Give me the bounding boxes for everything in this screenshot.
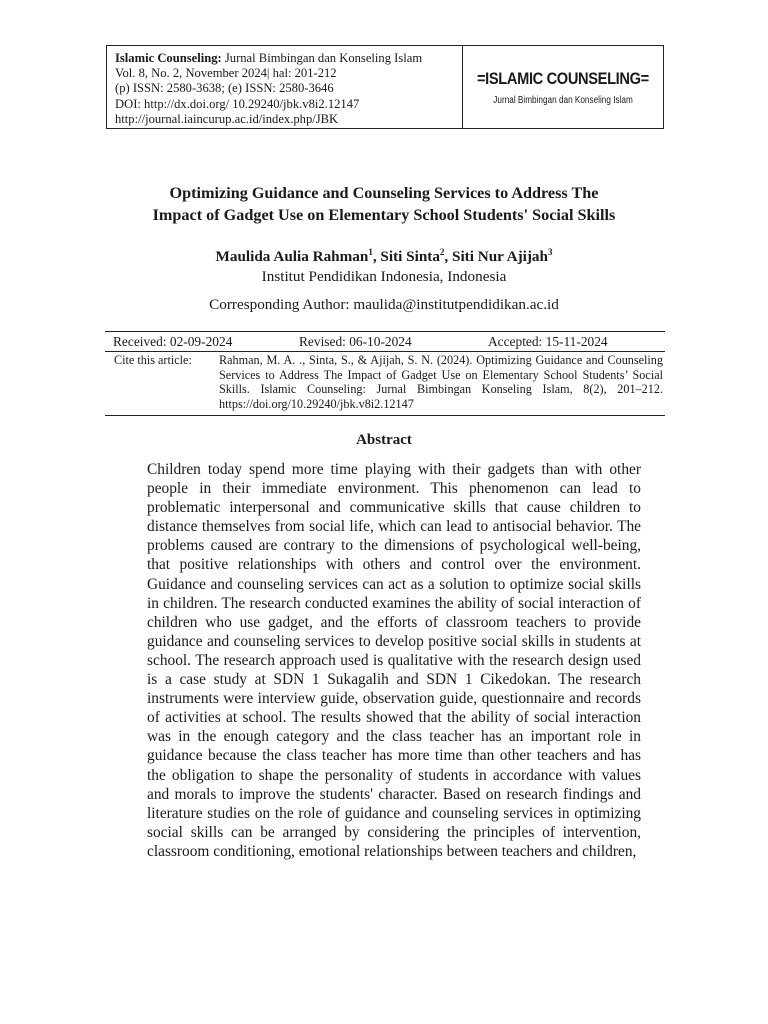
article-dates [105, 331, 665, 352]
author-name: Siti Nur Ajijah [452, 248, 548, 266]
title-line-2: Impact of Gadget Use on Elementary School Students' Social Skills [152, 206, 616, 224]
journal-name-line [115, 51, 462, 66]
article-title [90, 182, 678, 226]
accepted-date: Accepted: 15-11-2024 [488, 334, 608, 349]
author-separator: , [444, 248, 453, 266]
citation-label: Cite this article: [114, 353, 192, 367]
journal-logo [463, 46, 663, 128]
citation-text: Rahman, M. A. ., Sinta, S., & Ajijah, S. N. (2024). Optimizing Guidance and Counseling Services to Address The Impact of Gadget Use on Elementary School Students’ Social Skills. Islamic Counseling: Jurnal Bimbingan Konseling Islam, 8(2), 201–212. https://doi.org/10.29240/jbk.v8i2.12147 [219, 353, 663, 411]
revised-date: Revised: 06-10-2024 [299, 334, 412, 349]
title-line-1: Optimizing Guidance and Counseling Services to Address The [169, 184, 599, 202]
issn-line: (p) ISSN: 2580-3638; (e) ISSN: 2580-3646 [115, 81, 334, 96]
doi-line[interactable]: DOI: http://dx.doi.org/ 10.29240/jbk.v8i2.12147 [115, 96, 360, 111]
author-affil-marker: 2 [439, 247, 445, 257]
volume-line: Vol. 8, No. 2, November 2024| hal: 201-212 [115, 66, 337, 81]
logo-title: =ISLAMIC COUNSELING= [477, 68, 650, 88]
citation-block [105, 351, 665, 416]
abstract-text: Children today spend more time playing with their gadgets than with other people in their immediate environment. This phenomenon can lead to problematic interpersonal and communicative skills that cause children to distance themselves from social life, which can lead to antisocial behavior. The problems caused are contrary to the dimensions of psychological well-being, that positive relationships with others and control over the environment. Guidance and counseling services can act as a solution to optimize social skills in children. The research conducted examines the ability of social interaction of children who use gadget, and the efforts of classroom teachers to provide guidance and counseling services to develop positive social skills in students at school. The research approach used is qualitative with the research design used is a case study at SDN 1 Sukagalih and SDN 1 Cikedokan. The research instruments were interview guide, observation guide, questionnaire and records of activities at school. The results showed that the ability of social interaction was in the enough category and the class teacher has an important role in guidance because the class teacher has more time than other teachers and has the obligation to shape the personality of students in accordance with values and morals to improve the students' character. Based on research findings and literature studies on the role of guidance and counseling services in optimizing social skills can be arranged by considering the principles of intervention, classroom conditioning, emotional relationships between teachers and children, [147, 461, 641, 860]
author-name: Maulida Aulia Rahman [215, 248, 369, 266]
author-affil-marker: 3 [547, 247, 553, 257]
affiliation: Institut Pendidikan Indonesia, Indonesia [261, 268, 507, 285]
author-name: Siti Sinta [380, 248, 440, 266]
journal-url[interactable]: http://journal.iaincurup.ac.id/index.php/JBK [115, 111, 339, 126]
abstract-heading: Abstract [356, 432, 412, 448]
author-affil-marker: 1 [368, 247, 373, 257]
journal-info [107, 46, 463, 128]
received-date: Received: 02-09-2024 [113, 334, 233, 349]
journal-header-box [106, 45, 664, 129]
logo-subtitle: Jurnal Bimbingan dan Konseling Islam [493, 94, 633, 106]
author-list [0, 247, 768, 266]
journal-subtitle: Jurnal Bimbingan dan Konseling Islam [221, 51, 423, 65]
corresponding-author: Corresponding Author: maulida@institutpendidikan.ac.id [209, 296, 559, 313]
journal-label: Islamic Counseling: [115, 51, 222, 65]
author-separator: , [372, 248, 381, 266]
